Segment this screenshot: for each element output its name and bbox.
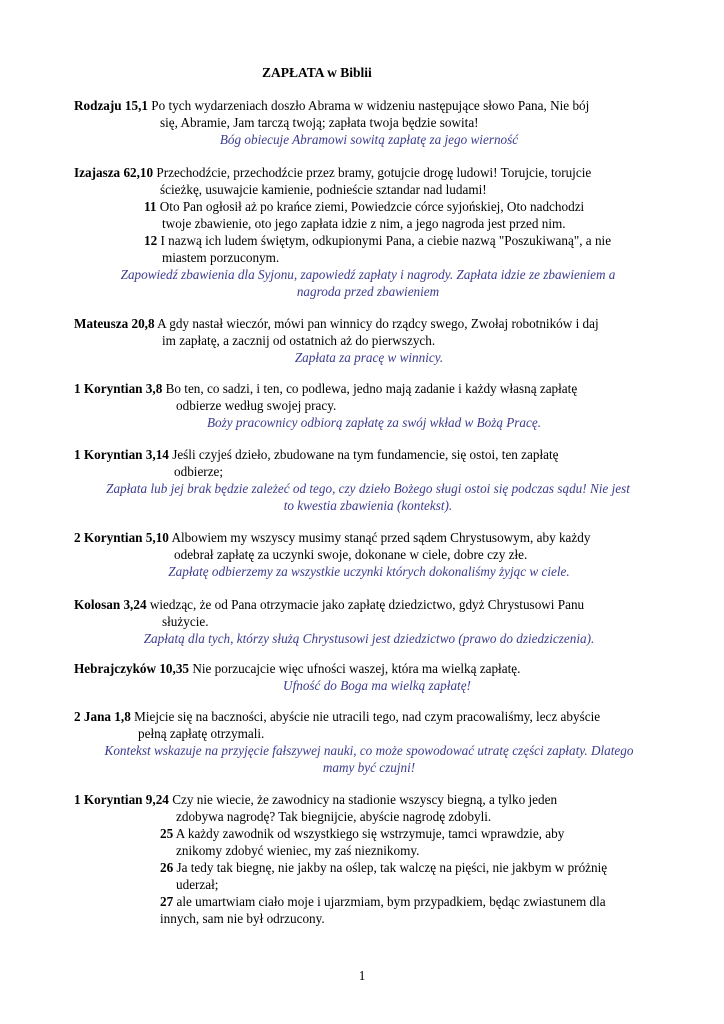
- commentary-text: Boży pracownicy odbiorą zapłatę za swój wkład w Bożą Pracę.: [206, 415, 542, 430]
- verse-reference: 1 Koryntian 3,8: [74, 381, 163, 396]
- verse-text: wiedząc, że od Pana otrzymacie jako zapłatę dziedzictwo, gdyż Chrystusowi Panu: [146, 597, 585, 612]
- verse-reference: 1 Koryntian 3,14: [74, 447, 169, 462]
- verse-text: odebrał zapłatę za uczynki swoje, dokonane w ciele, dobre czy złe.: [174, 547, 528, 562]
- verse-number: 27: [160, 894, 174, 909]
- verse-reference: Rodzaju 15,1: [74, 98, 148, 113]
- verse-reference: Kolosan 3,24: [74, 597, 147, 612]
- commentary-text: Zapowiedź zbawienia dla Syjonu, zapowiedź zapłaty i nagrody. Zapłata idzie ze zbawieniem a: [120, 267, 616, 282]
- verse-number: 26: [160, 860, 174, 875]
- commentary-text: to kwestia zbawienia (kontekst).: [283, 498, 453, 513]
- verse-text: uderzał;: [176, 877, 219, 892]
- verse-text: Czy nie wiecie, że zawodnicy na stadionie wszyscy biegną, a tylko jeden: [168, 792, 558, 807]
- verse-text: ale umartwiam ciało moje i ujarzmiam, bym przypadkiem, będąc zwiastunem dla: [173, 894, 606, 909]
- verse-reference: Mateusza 20,8: [74, 316, 155, 331]
- verse-text: odbierze;: [174, 464, 224, 479]
- commentary-text: Zapłatę odbierzemy za wszystkie uczynki których dokonaliśmy żyjąc w ciele.: [168, 564, 570, 579]
- commentary-text: Kontekst wskazuje na przyjęcie fałszywej nauki, co może spowodować utratę części zapłaty. Dlatego: [104, 743, 634, 758]
- commentary-text: Bóg obiecuje Abramowi sowitą zapłatę za jego wierność: [219, 132, 519, 147]
- verse-number: 12: [144, 233, 158, 248]
- document-title: ZAPŁATA w Biblii: [262, 65, 372, 80]
- verse-text: znikomy zdobyć wieniec, my zaś nieznikomy.: [176, 843, 420, 858]
- commentary-text: Ufność do Boga ma wielką zapłatę!: [283, 678, 471, 693]
- verse-text: im zapłatę, a zacznij od ostatnich aż do pierwszych.: [162, 333, 436, 348]
- verse-text: Jeśli czyjeś dzieło, zbudowane na tym fundamencie, się ostoi, ten zapłatę: [168, 447, 559, 462]
- verse-entry-hebrajczykow: [74, 660, 664, 694]
- verse-text: służycie.: [162, 614, 209, 629]
- commentary-text: Zapłata lub jej brak będzie zależeć od tego, czy dzieło Bożego sługi ostoi się podczas sądu! Nie jest: [106, 481, 630, 496]
- verse-text: Po tych wydarzeniach doszło Abrama w widzeniu następujące słowo Pana, Nie bój: [148, 98, 590, 113]
- verse-entry-rodzaju: [74, 97, 664, 148]
- verse-text: innych, sam nie był odrzucony.: [160, 911, 325, 926]
- verse-entry-2jana: [74, 708, 664, 776]
- verse-text: zdobywa nagrodę? Tak biegnijcie, abyście nagrodę zdobyli.: [176, 809, 492, 824]
- verse-text: Nie porzucajcie więc ufności waszej, która ma wielką zapłatę.: [189, 661, 521, 676]
- page-number: 1: [358, 968, 366, 983]
- verse-reference: Izajasza 62,10: [74, 165, 154, 180]
- verse-text: A każdy zawodnik od wszystkiego się wstrzymuje, tamci wprawdzie, aby: [173, 826, 565, 841]
- verse-entry-izajasza: [74, 164, 664, 300]
- verse-text: odbierze według swojej pracy.: [176, 398, 337, 413]
- verse-number: 11: [144, 199, 157, 214]
- verse-number: 25: [160, 826, 174, 841]
- verse-entry-kolosan: [74, 596, 664, 647]
- verse-text: Przechodźcie, przechodźcie przez bramy, gotujcie drogę ludowi! Torujcie, torujcie: [153, 165, 592, 180]
- verse-text: Miejcie się na baczności, abyście nie utracili tego, nad czym pracowaliśmy, lecz abyście: [130, 709, 601, 724]
- verse-entry-2kor-5-10: [74, 529, 664, 580]
- verse-entry-1kor-3-14: [74, 446, 664, 514]
- commentary-text: Zapłatą dla tych, którzy służą Chrystusowi jest dziedzictwo (prawo do dziedziczenia).: [143, 631, 595, 646]
- verse-text: Bo ten, co sadzi, i ten, co podlewa, jedno mają zadanie i każdy własną zapłatę: [162, 381, 578, 396]
- verse-entry-1kor-3-8: [74, 380, 664, 431]
- verse-text: się, Abramie, Jam tarczą twoją; zapłata twoja będzie sowita!: [160, 115, 479, 130]
- verse-reference: 1 Koryntian 9,24: [74, 792, 169, 807]
- verse-reference: 2 Koryntian 5,10: [74, 530, 169, 545]
- commentary-text: Zapłata za pracę w winnicy.: [294, 350, 444, 365]
- commentary-text: mamy być czujni!: [322, 760, 416, 775]
- verse-entry-mateusza: [74, 315, 664, 366]
- verse-text: pełną zapłatę otrzymali.: [138, 726, 265, 741]
- verse-text: Ja tedy tak biegnę, nie jakby na oślep, tak walczę na pięści, nie jakbym w próżnię: [173, 860, 608, 875]
- verse-reference: Hebrajczyków 10,35: [74, 661, 190, 676]
- verse-text: I nazwą ich ludem świętym, odkupionymi Pana, a ciebie nazwą "Poszukiwaną", a nie: [157, 233, 612, 248]
- verse-entry-1kor-9-24: [74, 791, 664, 927]
- commentary-text: nagroda przed zbawieniem: [296, 284, 440, 299]
- verse-text: miastem porzuconym.: [162, 250, 280, 265]
- verse-text: twoje zbawienie, oto jego zapłata idzie z nim, a jego nagroda jest przed nim.: [162, 216, 566, 231]
- verse-text: Oto Pan ogłosił aż po krańce ziemi, Powiedzcie córce syjońskiej, Oto nadchodzi: [156, 199, 585, 214]
- verse-text: ścieżkę, usuwajcie kamienie, podnieście sztandar nad ludami!: [160, 182, 487, 197]
- verse-text: Albowiem my wszyscy musimy stanąć przed sądem Chrystusowym, aby każdy: [168, 530, 591, 545]
- verse-text: A gdy nastał wieczór, mówi pan winnicy do rządcy swego, Zwołaj robotników i daj: [154, 316, 599, 331]
- verse-reference: 2 Jana 1,8: [74, 709, 131, 724]
